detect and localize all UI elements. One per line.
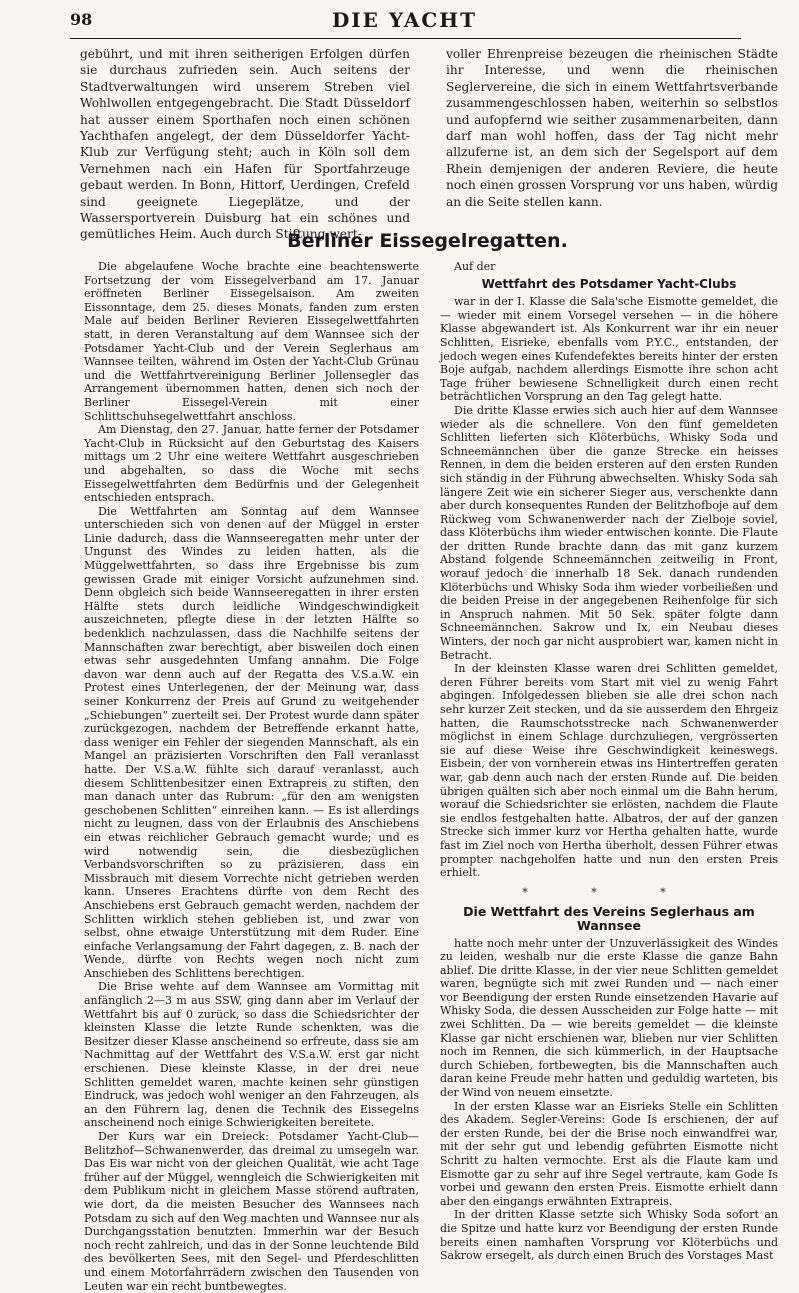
paragraph: Am Dienstag, den 27. Januar, hatte ferner der Potsdamer Yacht-Club in Rücksicht auf den Geburtstag des Kaisers mittags um 2 Uhr eine weitere Wettfahrt ausgeschrieben und abgehalten, so dass die Woche mit sechs Eissegelwettfahrten dem Bedürfnis und der Gelegenheit entschieden entsprach. [84, 423, 419, 505]
subheading-seglerhaus: Die Wettfahrt des Vereins Seglerhaus am Wannsee [463, 904, 755, 933]
paragraph: hatte noch mehr unter der Unzuverlässigkeit des Windes zu leiden, weshalb nur die erste Klasse die ganze Bahn ablief. Die dritte Klasse, in der vier neue Schlitten gemeldet waren, begnügte sich mit zwei Runden und — nach einer vor Beendigung der ersten Runde einsetzenden Havarie auf Whisky Soda, die dessen Ausscheiden zur Folge hatte — mit zwei Schlitten. Da — wie bereits gemeldet — die kleinste Klasse gar nicht erschienen war, blieben nur vier Schlitten noch im Rennen, die sich kümmerlich, in der Hauptsache durch Schieben, fortbewegten, bis die Mannschaften auch daran keine Freude mehr hatten und geduldig warteten, bis der Wind von neuem einsetzte. [440, 936, 778, 1100]
paragraph: In der dritten Klasse setzte sich Whisky Soda sofort an die Spitze und hatte kurz vor Beendigung der ersten Runde bereits einen namhaften Vorsprung vor Klöterbüchs und Sakrow ersegelt, als durch einen Bruch des Vorstages Mast [440, 1208, 778, 1263]
paragraph: war in der I. Klasse die Sala'sche Eismotte gemeldet, die — wieder mit einem Vorsegel versehen — in die höhere Klasse abgewandert ist. Als Konkurrent war ihr ein neuer Schlitten, Eisrieke, ebenfalls vom P.Y.C., entstanden, der jedoch wegen eines Kufendefektes bereits hinter der ersten Boje aufgab, nachdem allerdings Eismotte ihre schon acht Tage früher bewiesene Schnelligkeit durch einen recht beträchtlichen Vorsprung an den Tag gelegt hatte. [440, 295, 778, 404]
paragraph: In der kleinsten Klasse waren drei Schlitten gemeldet, deren Führer bereits vom Start mit viel zu wenig Fahrt abgingen. Infolgedessen blieben sie alle drei schon nach sehr kurzer Zeit stecken, und da sie ausserdem den Ehrgeiz hatten, die Raumschotsstrecke nach Schwanenwerder möglichst in einem Schlage durchzuliegen, vergrösserten sie auf diese Weise ihre Geschwindigkeit keineswegs. Eisbein, der von vornherein etwas ins Hintertreffen geraten war, gab denn auch nach der ersten Runde auf. Die beiden übrigen quälten sich aber noch einmal um die Bahn herum, worauf die Schiedsrichter sie erlösten, nachdem die Flaute sie endlos festgehalten hatte. Albatros, der auf der ganzen Strecke sich immer kurz vor Hertha gehalten hatte, wurde fast im Ziel noch von Hertha überholt, dessen Führer etwas prompter nachgeholfen hatte und nun den ersten Preis erhielt. [440, 662, 778, 880]
article-headline: Berliner Eissegelregatten. [287, 230, 568, 252]
paragraph: Die Brise wehte auf dem Wannsee am Vormittag mit anfänglich 2—3 m aus SSW, ging dann aber im Verlauf der Wettfahrt bis auf 0 zurück, so dass die Schiedsrichter der kleinsten Klasse die letzte Runde schenkten, was die Besitzer dieser Klasse anscheinend so erfreute, dass sie am Nachmittag auf der Wettfahrt des V.S.a.W. erst gar nicht erschienen. Diese kleinste Klasse, in der drei neue Schlitten gemeldet waren, machte keinen sehr günstigen Eindruck, was jedoch wohl weniger an den Fahrzeugen, als an den Führern lag, denen die Technik des Eissegelns anscheinend noch einige Schwierigkeiten bereitete. [84, 980, 419, 1130]
paragraph: Die dritte Klasse erwies sich auch hier auf dem Wannsee wieder als die schnellere. Von den fünf gemeldeten Schlitten lieferten sich Klöterbüchs, Whisky Soda und Schneemännchen über die ganze Strecke ein heisses Rennen, in dem die beiden ersteren auf den ersten Runden sich ständig in der Führung abwechselten. Whisky Soda sah längere Zeit wie ein sicherer Sieger aus, verschenkte dann aber durch konsequentes Runden der Belitzhofboje auf dem Rückweg vom Schwanenwerder nach der Zielboje soviel, dass Klöterbüchs ihm wieder entwischen konnte. Die Flaute der dritten Runde brachte dann das mit ganz kurzem Abstand folgende Schneemännchen zeitweilig in Front, worauf jedoch die innerhalb 18 Sek. danach rundenden Klöterbüchs und Whisky Soda ihm wieder vorbeiließen und die beiden Preise in der angegebenen Reihenfolge für sich in Anspruch nahmen. Mit 50 Sek. später folgte dann Schneemännchen. Sakrow und Ix, ein Neubau dieses Winters, der noch gar nicht ausprobiert war, kamen nicht in Betracht. [440, 403, 778, 662]
page-number: 98 [70, 10, 93, 29]
top-right-column: voller Ehrenpreise bezeugen die rheinischen Städte ihr Interesse, und wenn die rheinischen Seglervereine, die sich in einem Wettfahrtsverbande zusammengeschlossen haben, weiterhin so selbstlos und aufopfernd wie seither zusammenarbeiten, dann darf man wohl hoffen, dass der Tag nicht mehr allzuferne ist, an dem sich der Segelsport auf dem Rhein demjenigen der anderen Reviere, die heute noch einen grossen Vorsprung vor uns haben, würdig an die Seite stellen kann. [446, 47, 778, 209]
top-left-column: gebührt, und mit ihren seitherigen Erfolgen dürfen sie durchaus zufrieden sein. Auch seitens der Stadtverwaltungen wird unserem Streben viel Wohlwollen entgegengebracht. Die Stadt Düsseldorf hat ausser einem Sporthafen noch einen schönen Yachthafen angelegt, der dem Düsseldorfer Yacht-Klub zur Verfügung steht; auch in Köln soll dem Vernehmen nach ein Hafen für Sportfahrzeuge gebaut werden. In Bonn, Hittorf, Uerdingen, Crefeld sind geeignete Liegeplätze, und der Wassersportverein Duisburg hat ein schönes und gemütliches Heim. Auch durch Stiftung wert- [80, 47, 410, 242]
header-rule [70, 38, 741, 39]
paragraph: In der ersten Klasse war an Eisrieks Stelle ein Schlitten des Akadem. Segler-Vereins: Gode Is erschienen, der auf der ersten Runde, bei der die Brise noch einwandfrei war, mit der sehr gut und lebendig geführten Eismotte nicht Schritt zu halten vermochte. Erst als die Flaute kam und Eismotte gar zu sehr auf ihre Segel vertraute, kam Gode Is vorbei und gewann den ersten Preis. Eismotte erhielt dann aber den eingangs erwähnten Extrapreis. [440, 1099, 778, 1208]
running-title: DIE YACHT [331, 8, 478, 32]
intro-label: Auf der [454, 260, 496, 273]
article-right-column [440, 260, 778, 1263]
page-header [70, 8, 739, 36]
paragraph: Der Kurs war ein Dreieck: Potsdamer Yacht-Club—Belitzhof—Schwanenwerder, das dreimal zu umsegeln war. Das Eis war nicht von der gleichen Qualität, wie acht Tage früher auf der Müggel, wenngleich die Schwierigkeiten mit dem Publikum nicht in gleichem Masse störend auftraten, wie dort, da die meisten Besucher des Wannsees nach Potsdam zu sich auf den Weg machten und Wannsee nur als Durchgangsstation benutzten. Immerhin war der Besuch noch recht zahlreich, und das in der Sonne leuchtende Bild des bevölkerten Sees, mit den Segel- und Pferdeschlitten und einem Motorfahrrädern zwischen den Tausenden von Leuten war ein recht buntbewegtes. [84, 1130, 419, 1293]
paragraph: Die abgelaufene Woche brachte eine beachtenswerte Fortsetzung der vom Eissegelverband am 17. Januar eröffneten Berliner Eissegelsaison. Am zweiten Eissonntage, dem 25. dieses Monats, fanden zum ersten Male auf beiden Berliner Revieren Eissegelwettfahrten statt, in deren Veranstaltung auf dem Wannsee sich der Potsdamer Yacht-Club und der Verein Seglerhaus am Wannsee teilten, während im Osten der Yacht-Club Grünau und die Wettfahrtvereinigung Berliner Jollensegler das Arrangement übernommen hatten, denen sich noch der Berliner Eissegel-Verein mit einer Schlittschuhsegelwettfahrt anschloss. [84, 260, 419, 423]
article-left-column [84, 260, 419, 1293]
paragraph: Die Wettfahrten am Sonntag auf dem Wannsee unterschieden sich von denen auf der Müggel in erster Linie dadurch, dass die Wannseeregatten mehr unter der Ungunst des Windes zu leiden hatten, als die Müggelwettfahrten, so dass ihre Ergebnisse bis zum gewissen Grade mit einiger Vorsicht aufzunehmen sind. Denn obgleich sich beide Wannseeregatten in ihrer ersten Hälfte stets durch leidliche Windgeschwindigkeit auszeichneten, pflegte diese in der letzten Hälfte so bedenklich nachzulassen, dass die Nachhilfe seitens der Mannschaften zwar berechtigt, aber bisweilen doch einen etwas sehr ausgedehnten Umfang annahm. Die Folge davon war denn auch auf der Regatta des V.S.a.W. ein Protest eines Unterlegenen, der der Meinung war, dass seiner Konkurrenz der Preis auf Grund zu weitgehender „Schiebungen“ zuerteilt sei. Der Protest wurde dann später zurückgezogen, nachdem der Betreffende erkannt hatte, dass weniger ein Fehler der siegenden Mannschaft, als ein Mangel an präzisierten Vorschriften den Fall veranlasst hatte. Der V.S.a.W. fühlte sich darauf veranlasst, auch diesem Schlittenbesitzer einen Extrapreis zu stiften, den man danach unter das Rubrum: „für den am wenigsten geschobenen Schlitten“ einreihen kann. — Es ist allerdings nicht zu leugnen, dass von der Erlaubnis des Anschiebens ein etwas reichlicher Gebrauch gemacht wurde; und es wird notwendig sein, die diesbezüglichen Verbandsvorschriften so zu präzisieren, dass ein Missbrauch mit diesem Vorrechte nicht getrieben werden kann. Unseres Erachtens dürfte von dem Recht des Anschiebens erst Gebrauch gemacht werden, nachdem der Schlitten wirklich stehen geblieben ist, und zwar von selbst, ohne etwaige Unterstützung mit dem Ruder. Eine einfache Verlangsamung der Fahrt dagegen, z. B. nach der Wende, dürfte von Rechts wegen noch nicht zum Anschieben des Schlittens berechtigen. [84, 504, 419, 980]
subheading-potsdam: Wettfahrt des Potsdamer Yacht-Clubs [481, 276, 737, 291]
section-stars: * * * [522, 885, 696, 899]
